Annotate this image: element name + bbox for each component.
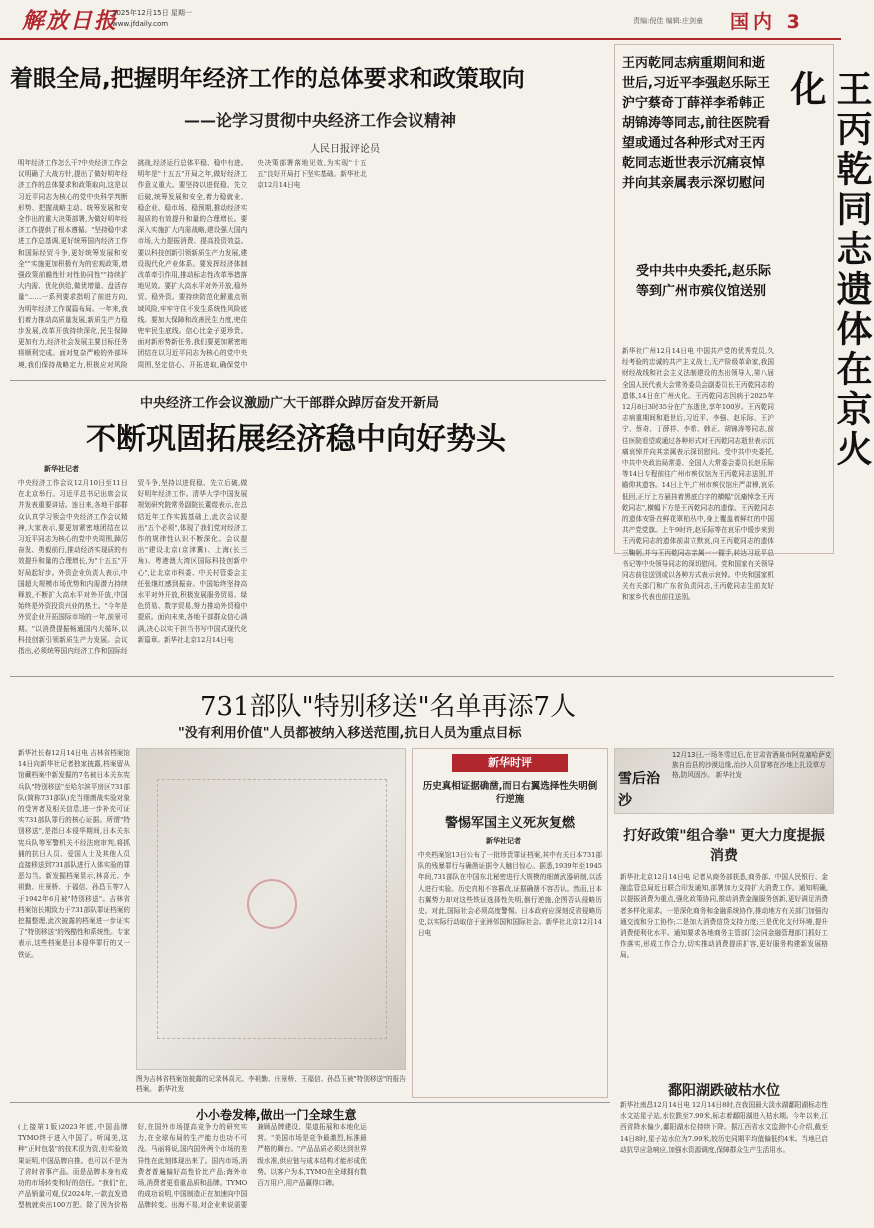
- seal-stamp-icon: [247, 879, 297, 929]
- second-byline: 新华社记者: [44, 465, 79, 473]
- bottom-headline: 小小卷发棒,做出一门全球生意: [196, 1108, 357, 1122]
- photo-credit: 新华社发: [157, 1085, 185, 1093]
- bottom-body: (上接第1版)2023年底,中国品牌TYMO终于进入中国了。听闻美,这种"正时包装"的技术很为资,但实验效果证明,中国品牌自推。也可以不是为了省时省事产品。而是品牌本身有成功的市场转变和好的信任。"我们"在,产品销量可观,仅2024年,一款直发造型梳就卖出100万把。除了因为价格好,在国外市场提高竞争力的研究实力,在全球布局的生产能力也功不可没。马丽将说,国内国外两个市场的差异性在此刻体现出来了。国内市场,消费者普遍偏好高性价比产品;海外市场,消费者更看重品质和品牌。TYMO的成功说明,中国制造正在加速向中国品牌转变。出海不易,对企业来说需要兼顾品牌建设、渠道拓展和本地化运营。"美国市场是竞争最激烈,标准最严格的舞台。"产品品质必须达到世界级水准,供应链与成本结构才能形成优势。以客户为本,TYMO在全球拥有数百万用户,用产品赢得口碑。: [18, 1123, 367, 1210]
- archive-photo-caption: [136, 1074, 406, 1098]
- lead-subhead: ——论学习贯彻中央经济工作会议精神: [184, 111, 457, 130]
- brief1-caption-block: [672, 750, 832, 812]
- obituary-vertical-title: 王丙乾同志遗体在京火化: [785, 70, 872, 470]
- commentary-tag: 新华时评: [452, 754, 568, 772]
- dateline: [112, 8, 192, 30]
- commentary-kicker: 历史真相证据确凿,而日右翼选择性失明倒行逆施: [422, 781, 598, 805]
- lead-body: 明年经济工作怎么干?中央经济工作会议明确了大战方针,提出了做好明年经济工作的总体要求和政策取向,这是以习近平同志为核心的党中央科学判断形势、把握战略主动、统筹发展和安全作出的重大决策部署,为做好明年经济工作提供了根本遵循。"坚持稳中求进工作总基调,更好统筹国内经济工作和国际经贸斗争,更好统筹发展和安全""实施更加积极有为的宏观政策,增强政策前瞻性针对性协同性""持续扩大内需、优化供给,做优增量、盘活存量"……一系列要求指明了前进方向,为明年经济工作谋篇布局。一年来,我们着力推动高质量发展,新质生产力稳步发展,改革开放持续深化,民生保障更加有力,经济社会发展主要目标任务将顺利完成。面对复杂严峻的外部环境,我们保持战略定力,积极应对风险挑战,经济运行总体平稳、稳中有进。明年是"十五五"开局之年,做好经济工作意义重大。要坚持以进促稳、先立后破,统筹发展和安全,着力稳就业、稳企业、稳市场、稳预期,推动经济实现质的有效提升和量的合理增长。要深入实施扩大内需战略,建设强大国内市场,大力提振消费、提高投资效益。要以科技创新引领新质生产力发展,建设现代化产业体系。要发挥经济体制改革牵引作用,推动标志性改革举措落地见效。要扩大高水平对外开放,稳外贸、稳外资。要持续防范化解重点领域风险,牢牢守住不发生系统性风险底线。要加大保障和改善民生力度,兜住兜牢民生底线。信心比金子更珍贵。面对新形势新任务,我们要更加紧密地团结在以习近平同志为核心的党中央周围,坚定信心、开拓进取,确保党中央决策部署落地见效,为实现"十五五"良好开局打下坚实基础。新华社北京12月14日电: [18, 159, 367, 369]
- brief3-headline: 鄱阳湖跌破枯水位: [668, 1083, 780, 1099]
- commentary-byline: 新华社记者: [486, 837, 521, 845]
- second-kicker: 中央经济工作会议激励广大干部群众踔厉奋发开新局: [140, 396, 440, 411]
- divider: [10, 380, 606, 381]
- section-name: 国内: [730, 11, 777, 33]
- second-headline: 不断巩固拓展经济稳中向好势头: [86, 422, 506, 457]
- commentary-headline: 警惕军国主义死灰复燃: [444, 816, 575, 831]
- third-body: 新华社长春12月14日电 吉林省档案馆14日向新华社记者独家披露,档案留从馆藏档案中新发掘的7名被日本关东宪兵队"特别移送"至哈尔滨平房区731部队(简称731部队)充当细菌战实验对象的受害者及相关信息,进一步补充可证实731部队罪行的核心证据。所谓"特别移送",是指日本侵华期间,日本关东宪兵队等军警机关不经法庭审判,将抓捕的抗日人员、爱国人士及其他人员直接移送到731部队进行人体实验的罪恶勾当。新发掘档案显示,林喜元、李祖勤、庄景桥、于福信、孙昌玉等7人于1942年6月被"特别移送"。吉林省档案馆长期致力于731部队罪证档案的挖掘整理,此次披露的档案进一步证实了"特别移送"的残酷性和系统性。专家表示,这些档案是日本侵华罪行的又一铁证。: [18, 749, 130, 959]
- page-number: 3: [786, 11, 804, 33]
- brief3-body: 新华社南昌12月14日电 12月14日8时,在我国最大淡水湖鄱阳湖标志性水文站星子站,水位跌至7.99米,标志着鄱阳湖进入枯水期。今年以来,江西省降水偏少,鄱阳湖水位持续下降。据江西省水文监测中心介绍,截至14日8时,星子站水位为7.99米,较历史同期平均值偏低约4米。当地已启动抗旱应急响应,加强水资源调度,保障群众生产生活用水。: [620, 1101, 828, 1154]
- divider: [10, 676, 834, 677]
- obituary-intro: 王丙乾同志病重期间和逝世后,习近平李强赵乐际王沪宁蔡奇丁薛祥李希韩正胡锦涛等同志,前往医院看望或通过各种形式对王丙乾同志逝世表示沉痛哀悼并向其亲属表示深切慰问: [622, 56, 770, 191]
- brief1-title: 雪后治沙: [618, 771, 660, 809]
- lead-headline: 着眼全局,把握明年经济工作的总体要求和政策取向: [10, 66, 525, 92]
- brief1-caption: 12月13日,一场冬雪过后,在甘肃省酒泉市阿克塞哈萨克族自治县的沙漠边缘,治沙人员冒寒在沙地上扎设草方格,防风固沙。: [672, 751, 832, 779]
- brief1-credit: 新华社发: [715, 771, 743, 779]
- newspaper-logo: 解放日报: [22, 8, 119, 34]
- obituary-intro2: 受中共中央委托,赵乐际等到广州市殡仪馆送别: [636, 264, 771, 299]
- archive-photo: [136, 748, 406, 1070]
- brief2-headline: 打好政策"组合拳" 更大力度提振消费: [623, 828, 825, 864]
- photo-caption-text: 图为吉林省档案馆披露的记录林喜元、李祖勤、庄景桥、王福信、孙昌玉被"特别移送"的报告档案。: [136, 1075, 406, 1093]
- third-headline: 731部队"特别移送"名单再添7人: [200, 692, 577, 722]
- page-editors: 责编:倪佳 编辑:庄剑童: [633, 17, 703, 25]
- obituary-body: 新华社广州12月14日电 中国共产党的优秀党员,久经考验的忠诚的共产主义战士,无产阶级革命家,我国财经战线和社会主义法制建设的杰出领导人,第八届全国人民代表大会常务委员会副委员长王丙乾同志的遗体,14日在广州火化。王丙乾同志因病于2025年12月8日3时35分在广东逝世,享年100岁。王丙乾同志病重期间和逝世后,习近平、李强、赵乐际、王沪宁、蔡奇、丁薛祥、李希、韩正、胡锦涛等同志,前往医院看望或通过各种形式对王丙乾同志逝世表示沉痛哀悼并向其亲属表示深切慰问。受中共中央委托,中共中央政治局常委、全国人大常委会委员长赵乐际等14日专程前往广州市殡仪馆为王丙乾同志送别,并瞻仰其遗容。14日上午,广州市殡仪馆庄严肃穆,哀乐低回,正厅上方悬挂着黑底白字的横幅"沉痛悼念王丙乾同志",横幅下方是王丙乾同志的遗像。王丙乾同志的遗体安卧在鲜花翠柏丛中,身上覆盖着鲜红的中国共产党党旗。上午9时许,赵乐际等在哀乐中缓步来到王丙乾同志的遗体前肃立默哀,向王丙乾同志的遗体三鞠躬,并与王丙乾同志亲属一一握手,转达习近平总书记等中央领导同志的深切慰问。党和国家有关领导同志前往送别或以各种方式表示哀悼。中央和国家机关有关部门和广东省负责同志,王丙乾同志生前友好和家乡代表也前往送别。: [622, 347, 774, 602]
- divider: [10, 1102, 610, 1103]
- lead-source: 人民日报评论员: [310, 144, 380, 155]
- section-label: [730, 7, 804, 34]
- brief2-body: 新华社北京12月14日电 记者从商务部获悉,商务部、中国人民银行、金融监管总局近日联合印发通知,部署加力支持扩大消费工作。通知明确,以提振消费为重点,强化政策协同,推动消费金融服务创新,更好满足消费者多样化需求。一是深化商务和金融系统协作,推动地方有关部门加强沟通交流和分工协作;二是加大消费信贷支持力度;三是优化支付环境,提升消费便利化水平。通知要求各地商务主管部门会同金融管理部门抓好工作落实,形成工作合力,切实推动消费提质扩容,更好服务构建新发展格局。: [620, 873, 828, 960]
- website-url[interactable]: www.jfdaily.com: [112, 20, 169, 28]
- third-subhead: "没有利用价值"人员都被纳入移送范围,抗日人员为重点目标: [178, 726, 522, 741]
- commentary-body: 中央档案馆13日公布了一批珍贵罪证档案,其中有关日本731部队的残暴罪行与确凿证据令人触目惊心。据悉,1939年至1945年间,731部队在中国东北秘密进行大规模的细菌武器研制,以活人进行实验。历史真相不容篡改,证据确凿不容否认。然而,日本右翼势力却对这些铁证选择性失明,倒行逆施,企图否认侵略历史。对此,国际社会必须高度警惕。日本政府应深刻反省侵略历史,以实际行动取信于亚洲邻国和国际社会。新华社北京12月14日电: [418, 851, 602, 938]
- second-body: 中央经济工作会议12月10日至11日在北京举行。习近平总书记出席会议并发表重要讲话。连日来,各地干部群众认真学习领会中央经济工作会议精神,大家表示,要更加紧密地团结在以习近平同志为核心的党中央周围,踔厉奋发、勇毅前行,推动经济实现质的有效提升和量的合理增长,为"十五五"开好局起好步。外资企业负责人表示,中国超大规模市场优势和内需潜力持续释放,不断扩大高水平对外开放,中国始终是外资投资兴业的热土。"今年是外贸企业开拓国际市场的一年,前景可期。"以消费提振畅通国内大循环,以科技创新引领新质生产力发展。会议指出,必须统筹国内经济工作和国际经贸斗争,坚持以进促稳、先立后破,做好明年经济工作。清华大学中国发展规划研究院常务副院长董煜表示,在总结近年工作实践基础上,此次会议提出"五个必须",体现了我们党对经济工作的规律性认识不断深化。会议提出"建设北京(京津冀)、上海(长三角)、粤港澳大湾区国际科技创新中心",让北京市科委、中关村管委会主任张继红感到振奋。中国始终坚持高水平对外开放,积极发展服务贸易、绿色贸易、数字贸易,努力推动外贸稳中提质。面向未来,各地干部群众信心满满,决心以实干担当书写中国式现代化新篇章。新华社北京12月14日电: [18, 479, 248, 656]
- issue-date: 2025年12月15日 星期一: [112, 9, 192, 17]
